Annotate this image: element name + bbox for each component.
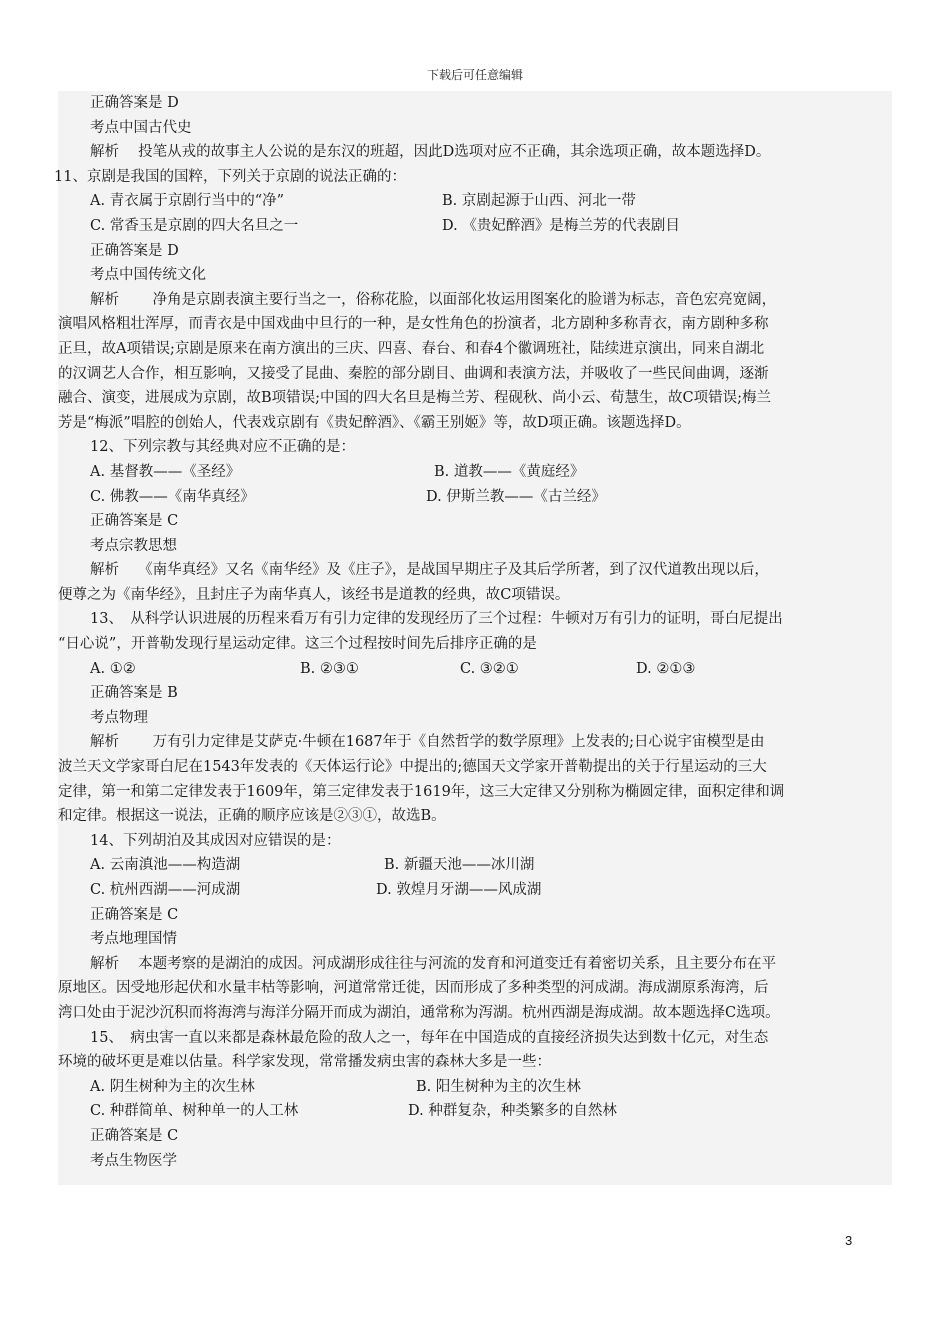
text-line: [58, 730, 892, 755]
text-line: [58, 829, 892, 854]
text-line: [58, 583, 892, 608]
line-text: 15、 病虫害一直以来都是森林最危险的敌人之一，每年在中国造成的直接经济损失达到数十亿元，对生态: [90, 1029, 769, 1046]
answer-option: A. 基督教——《圣经》: [90, 463, 241, 480]
text-line: [58, 312, 892, 337]
text-line: [58, 411, 892, 436]
text-line: [54, 165, 892, 190]
line-text: 考点中国传统文化: [90, 267, 206, 284]
option-row: [58, 214, 892, 239]
line-text: 波兰天文学家哥白尼在1543年发表的《天体运行论》中提出的;德国天文学家开普勒提出的关于行星运动的三大: [58, 759, 767, 776]
answer-option: A. 阴生树种为主的次生林: [90, 1078, 255, 1095]
line-text: 11、京剧是我国的国粹，下列关于京剧的说法正确的：: [54, 168, 406, 185]
line-text: 考点中国古代史: [90, 119, 192, 136]
line-text: 正确答案是 D: [90, 242, 179, 259]
text-line: [58, 1050, 892, 1075]
text-line: [58, 91, 892, 116]
line-text: 正确答案是 B: [90, 685, 178, 702]
option-row: [58, 657, 892, 682]
text-line: [58, 632, 892, 657]
option-row: [58, 1075, 892, 1100]
answer-option: A. ①②: [90, 660, 136, 677]
option-row: [58, 878, 892, 903]
text-line: [58, 1149, 892, 1174]
line-text: 解析 投笔从戎的故事主人公说的是东汉的班超，因此D选项对应不正确，其余选项正确，故本题选择D。: [90, 144, 771, 161]
text-line: [58, 239, 892, 264]
text-line: [58, 804, 892, 829]
text-line: [58, 976, 892, 1001]
line-text: 的汉调艺人合作，相互影响，又接受了昆曲、秦腔的部分剧目、曲调和表演方法，并吸收了一些民间曲调，逐渐: [58, 365, 769, 382]
line-text: 解析 《南华真经》又名《南华经》及《庄子》，是战国早期庄子及其后学所著，到了汉代道教出现以后，: [90, 562, 769, 579]
line-text: 13、 从科学认识进展的历程来看万有引力定律的发现经历了三个过程：牛顿对万有引力的证明，哥白尼提出: [90, 611, 783, 628]
answer-option: C. ③②①: [460, 660, 519, 677]
line-text: 原地区。因受地形起伏和水量丰枯等影响，河道常常迁徙，因而形成了多种类型的河成湖。海成湖原系海湾，后: [58, 980, 769, 997]
answer-option: D. 伊斯兰教——《古兰经》: [426, 488, 606, 505]
text-line: [58, 927, 892, 952]
text-line: [58, 509, 892, 534]
option-row: [58, 485, 892, 510]
line-text: 环境的破坏更是难以估量。科学家发现，常常播发病虫害的森林大多是一些：: [58, 1054, 551, 1071]
line-text: 融合、演变，进展成为京剧，故B项错误;中国的四大名旦是梅兰芳、程砚秋、尚小云、荀慧生，故C项错误;梅兰: [58, 390, 772, 407]
page-header: 下载后可任意编辑: [426, 68, 523, 82]
option-row: [58, 460, 892, 485]
answer-option: A. 云南滇池——构造湖: [90, 857, 241, 874]
answer-option: C. 杭州西湖——河成湖: [90, 882, 241, 898]
answer-option: D. 《贵妃醉酒》是梅兰芳的代表剧目: [442, 217, 680, 234]
line-text: 14、下列胡泊及其成因对应错误的是：: [90, 832, 341, 849]
answer-option: C. 种群简单、树种单一的人工林: [90, 1103, 299, 1120]
line-text: 正确答案是 C: [90, 906, 179, 923]
line-text: 解析 万有引力定律是艾萨克·牛顿在1687年于《自然哲学的数学原理》上发表的;日心说宇宙模型是由: [90, 734, 765, 751]
text-line: [58, 780, 892, 805]
answer-option: D. ②①③: [636, 660, 696, 677]
line-text: 12、下列宗教与其经典对应不正确的是：: [90, 439, 355, 456]
line-text: 定律，第一和第二定律发表于1609年，第三定律发表于1619年，这三大定律又分别称为椭圆定律，面积定律和调: [58, 783, 785, 800]
line-text: 考点宗教思想: [90, 537, 177, 554]
line-text: 考点地理国情: [90, 931, 177, 948]
answer-option: C. 常香玉是京剧的四大名旦之一: [90, 217, 299, 234]
answer-option: D. 敦煌月牙湖——风成湖: [376, 882, 542, 898]
option-row: [58, 1099, 892, 1124]
text-line: [58, 681, 892, 706]
text-line: [58, 1124, 892, 1149]
text-line: [58, 534, 892, 559]
line-text: 演唱风格粗壮浑厚，而青衣是中国戏曲中旦行的一种，是女性角色的扮演者，北方剧种多称青衣，南方剧种多称: [58, 316, 769, 333]
line-text: 正确答案是 C: [90, 1127, 179, 1144]
answer-option: A. 青衣属于京剧行当中的“净”: [90, 193, 285, 210]
line-text: 解析 净角是京剧表演主要行当之一，俗称花脸，以面部化妆运用图案化的脸谱为标志，音色宏亮宽阔，: [90, 291, 777, 308]
line-text: 考点物理: [90, 709, 148, 726]
line-text: 湾口处由于泥沙沉积而将海湾与海洋分隔开而成为湖泊，通常称为泻湖。杭州西湖是海成湖。故本题选择C选项。: [58, 1004, 780, 1021]
line-text: 和定律。根据这一说法，正确的顺序应该是②③①，故选B。: [58, 808, 446, 825]
line-text: 考点生物医学: [90, 1152, 177, 1169]
text-line: [58, 607, 892, 632]
answer-option: B. 新疆天池——冰川湖: [384, 857, 535, 874]
line-text: 芳是“梅派”唱腔的创始人，代表戏京剧有《贵妃醉酒》、《霸王别姬》等，故D项正确。该题选择D。: [58, 414, 691, 431]
line-text: “日心说”，开普勒发现行星运动定律。这三个过程按时间先后排序正确的是: [58, 636, 537, 653]
text-line: [58, 558, 892, 583]
option-row: [58, 189, 892, 214]
answer-option: C. 佛教——《南华真经》: [90, 488, 255, 505]
text-line: [58, 706, 892, 731]
line-text: 正确答案是 C: [90, 513, 179, 530]
text-line: [58, 1026, 892, 1051]
text-line: [58, 755, 892, 780]
answer-option: B. 京剧起源于山西、河北一带: [442, 193, 636, 210]
line-text: 正旦，故A项错误;京剧是原来在南方演出的三庆、四喜、春台、和春4个徽调班社，陆续进京演出，同来自湖北: [58, 340, 765, 357]
answer-option: B. 阳生树种为主的次生林: [416, 1078, 581, 1095]
answer-option: B. ②③①: [300, 660, 359, 677]
answer-option: B. 道教——《黄庭经》: [434, 463, 585, 480]
text-line: [58, 903, 892, 928]
text-line: [58, 952, 892, 977]
line-text: 便尊之为《南华经》，且封庄子为南华真人，该经书是道教的经典，故C项错误。: [58, 586, 570, 603]
text-line: [58, 116, 892, 141]
page-number: 3: [845, 1233, 853, 1248]
text-line: [58, 288, 892, 313]
text-line: [58, 362, 892, 387]
line-text: 解析 本题考察的是湖泊的成因。河成湖形成往往与河流的发育和河道变迁有着密切关系，且主要分布在平: [90, 955, 777, 972]
line-text: 正确答案是 D: [90, 95, 179, 111]
text-line: [58, 263, 892, 288]
answer-option: D. 种群复杂，种类繁多的自然林: [408, 1103, 617, 1120]
text-line: [58, 435, 892, 460]
option-row: [58, 853, 892, 878]
text-line: [58, 386, 892, 411]
document-body: [54, 91, 892, 1185]
text-line: [58, 140, 892, 165]
text-line: [58, 337, 892, 362]
text-line: [58, 1001, 892, 1026]
